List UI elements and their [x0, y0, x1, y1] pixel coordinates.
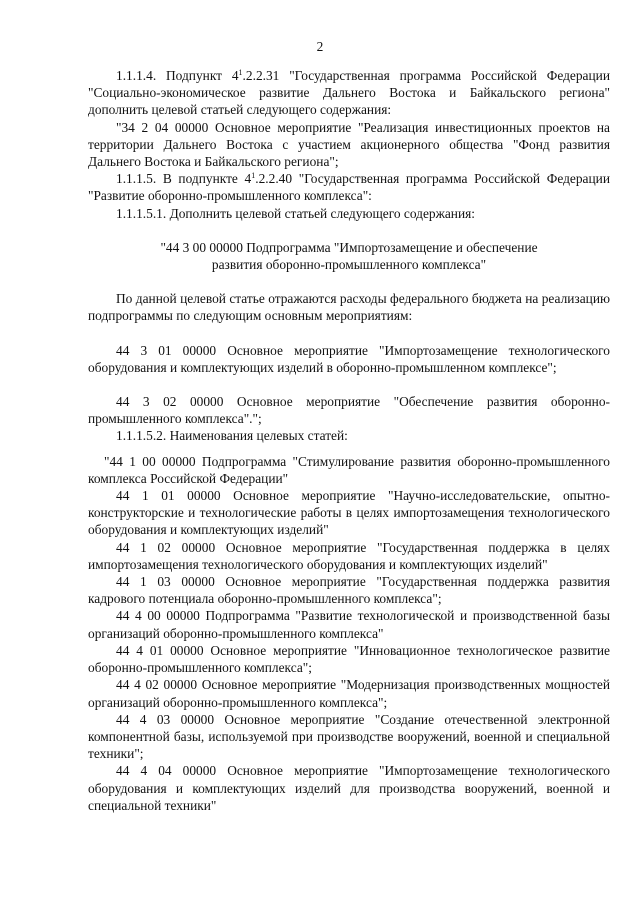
paragraph-description: По данной целевой статье отражаются расходы федерального бюджета на реализацию подпрограммы по следующим основным мероприятиям: [88, 291, 610, 324]
page-number: 2 [316, 39, 324, 54]
paragraph-44-4-02: 44 4 02 00000 Основное мероприятие "Модернизация производственных мощностей организаций оборонно-промышленного комплекса"; [88, 677, 610, 710]
paragraph-44-1-02: 44 1 02 00000 Основное мероприятие "Государственная поддержка в целях импортозамещения технологического оборудования и комплектующих изделий" [88, 539, 610, 572]
paragraph-1-1-1-5-1: 1.1.1.5.1. Дополнить целевой статьей следующего содержания: [116, 205, 476, 221]
paragraph-34-2-04: "34 2 04 00000 Основное мероприятие "Реализация инвестиционных проектов на территории Дальнего Востока с участием акционерного общества "Фонд развития Дальнего Востока и Байкальского региона"; [88, 119, 610, 170]
p3-text-a: 1.1.1.5. В подпункте 4 [116, 171, 252, 187]
paragraph-44-4-01: 44 4 01 00000 Основное мероприятие "Инновационное технологическое развитие оборонно-промышленного комплекса"; [88, 642, 610, 676]
p3-text-b: .2.2.40 "Государственная программа Российской Федерации "Развитие оборонно-промышленного комплекса": [88, 171, 610, 204]
paragraph-1-1-1-5-2: 1.1.1.5.2. Наименования целевых статей: [116, 428, 348, 444]
p1-superscript: 1 [238, 68, 243, 77]
p1-text-b: .2.2.31 "Государственная программа Российской Федерации "Социально-экономическое развитие Дальнего Востока и Байкальского региона" дополнить целевой статьей следующего содержания: [88, 68, 610, 118]
paragraph-44-1-01: 44 1 01 00000 Основное мероприятие "Научно-исследовательские, опытно-конструкторские и технологические работы в целях импортозамещения технологического оборудования и комплектующих изделий" [88, 488, 610, 538]
paragraph-44-1-00: "44 1 00 00000 Подпрограмма "Стимулирование развития оборонно-промышленного комплекса Российской Федерации" [88, 453, 610, 486]
paragraph-44-4-04: 44 4 04 00000 Основное мероприятие "Импортозамещение технологического оборудования и комплектующих изделий для производства вооружений, военной и специальной техники" [88, 763, 610, 813]
p1-text-a: 1.1.1.4. Подпункт 4 [116, 68, 239, 83]
document-body [88, 67, 610, 814]
spacer [88, 445, 610, 453]
paragraph-44-4-00: 44 4 00 00000 Подпрограмма "Развитие технологической и производственной базы организаций оборонно-промышленного комплекса" [88, 608, 610, 641]
spacer [88, 325, 610, 342]
paragraph-44-3-02: 44 3 02 00000 Основное мероприятие "Обеспечение развития оборонно-промышленного комплекса"."; [88, 394, 610, 427]
spacer [88, 273, 610, 290]
paragraph-44-4-03: 44 4 03 00000 Основное мероприятие "Создание отечественной электронной компонентной базы, используемой при производстве вооружений, военной и специальной техники"; [88, 711, 610, 762]
subprogram-title-line-1: "44 3 00 00000 Подпрограмма "Импортозамещение и обеспечение [160, 239, 538, 255]
paragraph-1-1-1-5 [88, 170, 610, 204]
p3-superscript: 1 [251, 171, 256, 181]
spacer [88, 222, 610, 239]
subprogram-title-line-2: развития оборонно-промышленного комплекса" [211, 257, 487, 273]
paragraph-1-1-1-4 [88, 67, 610, 119]
spacer [88, 376, 610, 393]
paragraph-44-1-03: 44 1 03 00000 Основное мероприятие "Государственная поддержка развития кадрового потенциала оборонно-промышленного комплекса"; [88, 574, 610, 607]
paragraph-44-3-01: 44 3 01 00000 Основное мероприятие "Импортозамещение технологического оборудования и комплектующих изделий в оборонно-промышленном комплексе"; [88, 342, 610, 375]
